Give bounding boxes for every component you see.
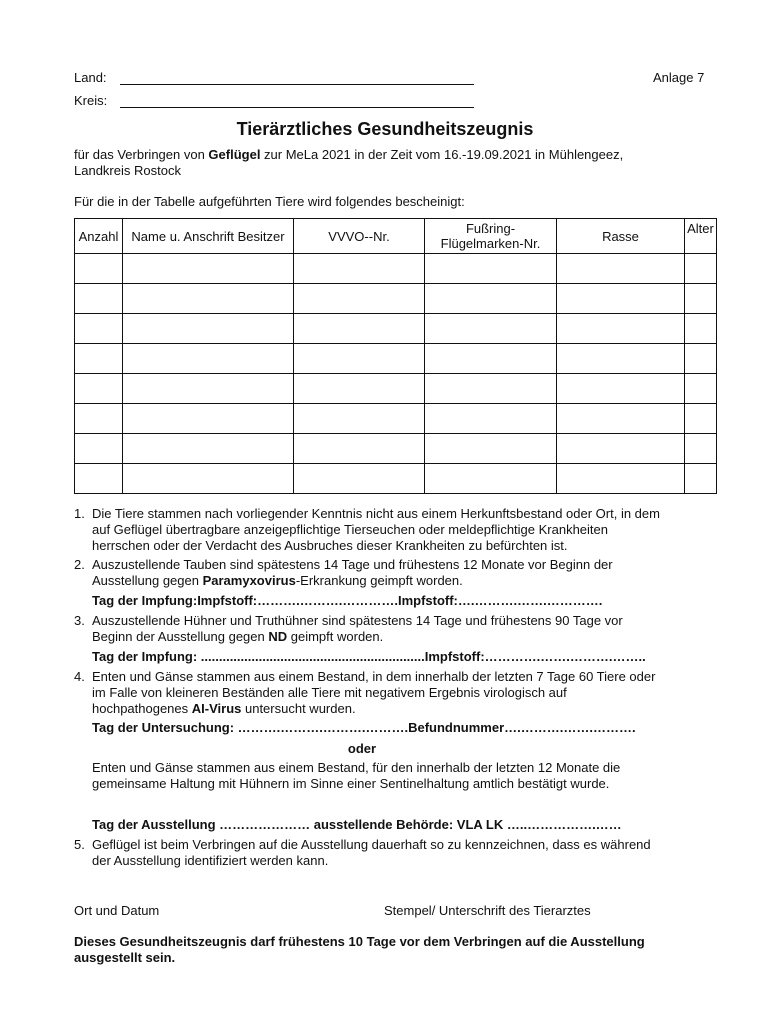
table-row <box>75 464 717 494</box>
item-2-line-2a: Ausstellung gegen <box>92 573 203 588</box>
table-cell[interactable] <box>557 434 685 464</box>
header-anzahl: Anzahl <box>75 219 123 254</box>
table-row <box>75 434 717 464</box>
item-4-line-6: gemeinsame Haltung mit Hühnern im Sinne einer Sentinelhaltung amtlich bestätigt wurde. <box>92 776 610 791</box>
table-cell[interactable] <box>557 464 685 494</box>
header-name-anschrift: Name u. Anschrift Besitzer <box>123 219 294 254</box>
table-body <box>75 254 717 494</box>
header-rasse: Rasse <box>557 219 685 254</box>
table-cell[interactable] <box>685 284 717 314</box>
table-cell[interactable] <box>294 344 425 374</box>
item-3-number: 3. <box>74 613 85 628</box>
table-cell[interactable] <box>123 404 294 434</box>
table-cell[interactable] <box>425 254 557 284</box>
table-cell[interactable] <box>685 374 717 404</box>
table-cell[interactable] <box>557 374 685 404</box>
item-3-line-1: Auszustellende Hühner und Truthühner sind spätestens 14 Tage und frühestens 90 Tage vor <box>92 613 623 628</box>
table-cell[interactable] <box>123 464 294 494</box>
item-5-number: 5. <box>74 837 85 852</box>
intro-bold: Geflügel <box>208 147 261 162</box>
table-row <box>75 374 717 404</box>
table-cell[interactable] <box>294 434 425 464</box>
table-cell[interactable] <box>425 284 557 314</box>
intro-line-2: Landkreis Rostock <box>74 163 181 178</box>
intro-line-1 <box>74 147 623 162</box>
item-1-line-1: Die Tiere stammen nach vorliegender Kenntnis nicht aus einem Herkunftsbestand oder Ort, in dem <box>92 506 660 521</box>
item-4-number: 4. <box>74 669 85 684</box>
item-2-impfung-field[interactable]: Tag der Impfung:Impfstoff:……….……….………….Impfstoff:….……….…….…………. <box>92 593 603 608</box>
item-2-line-2c: -Erkrankung geimpft worden. <box>295 573 463 588</box>
item-4-untersuchung-field[interactable]: Tag der Untersuchung: ……….……….……….……….Befundnummer….……….…….………. <box>92 720 636 735</box>
header-fussring-l1: Fußring- <box>465 221 516 236</box>
anlage-label: Anlage 7 <box>653 70 705 85</box>
item-3-line-2a: Beginn der Ausstellung gegen <box>92 629 269 644</box>
table-cell[interactable] <box>425 374 557 404</box>
animal-table <box>74 218 717 494</box>
header-vvvo: VVVO--Nr. <box>294 219 425 254</box>
item-3-line-2 <box>92 629 623 645</box>
land-label: Land: <box>74 70 107 85</box>
item-2-line-2 <box>92 573 613 589</box>
certify-line: Für die in der Tabelle aufgeführten Tiere wird folgendes bescheinigt: <box>74 194 465 209</box>
table-cell[interactable] <box>75 254 123 284</box>
table-cell[interactable] <box>425 344 557 374</box>
table-cell[interactable] <box>685 404 717 434</box>
item-1-number: 1. <box>74 506 85 521</box>
footer-line-2: ausgestellt sein. <box>74 950 176 965</box>
table-row <box>75 314 717 344</box>
table-cell[interactable] <box>294 404 425 434</box>
item-3-nd: ND <box>268 629 288 644</box>
item-4-ai-virus: AI-Virus <box>191 701 242 716</box>
header-fussring <box>425 219 557 254</box>
item-3-impfung-field[interactable]: Tag der Impfung: ..............................................................Impfstoff:………….…….……….…….. <box>92 649 646 664</box>
table-cell[interactable] <box>75 434 123 464</box>
table-cell[interactable] <box>685 254 717 284</box>
ort-datum-label: Ort und Datum <box>74 903 160 918</box>
item-2-text <box>92 557 613 589</box>
table-cell[interactable] <box>557 404 685 434</box>
item-4-text <box>92 669 655 717</box>
table-cell[interactable] <box>75 344 123 374</box>
table-cell[interactable] <box>75 374 123 404</box>
document-title: Tierärztliches Gesundheitszeugnis <box>236 119 534 139</box>
table-cell[interactable] <box>123 374 294 404</box>
table-cell[interactable] <box>685 434 717 464</box>
table-header-row <box>75 219 717 254</box>
item-2-paramyxovirus: Paramyxovirus <box>202 573 296 588</box>
item-4-line-3c: untersucht wurden. <box>241 701 356 716</box>
table-cell[interactable] <box>425 314 557 344</box>
table-cell[interactable] <box>294 374 425 404</box>
table-row <box>75 344 717 374</box>
table-cell[interactable] <box>75 464 123 494</box>
intro-suffix: zur MeLa 2021 in der Zeit vom 16.-19.09.2021 in Mühlengeez, <box>260 147 624 162</box>
table-cell[interactable] <box>294 314 425 344</box>
table-cell[interactable] <box>123 284 294 314</box>
item-1-text <box>92 506 660 554</box>
item-4-line-5: Enten und Gänse stammen aus einem Bestand, für den innerhalb der letzten 12 Monate die <box>92 760 621 775</box>
table-cell[interactable] <box>123 434 294 464</box>
item-4-line-3a: hochpathogenes <box>92 701 192 716</box>
table-cell[interactable] <box>685 314 717 344</box>
table-cell[interactable] <box>75 314 123 344</box>
table-cell[interactable] <box>557 284 685 314</box>
item-4-line-2: im Falle von kleineren Beständen alle Tiere mit negativem Ergebnis virologisch auf <box>92 685 567 700</box>
item-5-line-1: Geflügel ist beim Verbringen auf die Ausstellung dauerhaft so zu kennzeichnen, dass es während <box>92 837 651 852</box>
table-cell[interactable] <box>425 404 557 434</box>
item-5-text <box>92 837 651 869</box>
table-cell[interactable] <box>123 254 294 284</box>
table-cell[interactable] <box>294 254 425 284</box>
kreis-input-line[interactable] <box>120 107 474 108</box>
oder-label: oder <box>347 741 377 756</box>
item-2-number: 2. <box>74 557 85 572</box>
table-row <box>75 284 717 314</box>
table-cell[interactable] <box>123 314 294 344</box>
item-1-line-2: auf Geflügel übertragbare anzeigepflichtige Tierseuchen oder meldepflichtige Krankheiten <box>92 522 608 537</box>
footer-note <box>74 934 645 966</box>
item-2-line-1: Auszustellende Tauben sind spätestens 14 Tage und frühestens 12 Monate vor Beginn der <box>92 557 613 572</box>
ausstellung-field[interactable]: Tag der Ausstellung ………………… ausstellende Behörde: VLA LK …..…………….…… <box>92 817 622 832</box>
table-cell[interactable] <box>294 464 425 494</box>
item-3-line-2c: geimpft worden. <box>287 629 384 644</box>
item-4-alt-text <box>92 760 620 792</box>
table-cell[interactable] <box>75 404 123 434</box>
land-input-line[interactable] <box>120 84 474 85</box>
table-cell[interactable] <box>557 314 685 344</box>
item-4-line-1: Enten und Gänse stammen aus einem Bestand, in dem innerhalb der letzten 7 Tage 60 Tiere oder <box>92 669 656 684</box>
kreis-label: Kreis: <box>74 93 108 108</box>
table-row <box>75 404 717 434</box>
item-3-text <box>92 613 623 645</box>
item-1-line-3: herrschen oder der Verdacht des Ausbruches dieser Krankheiten zu befürchten ist. <box>92 538 568 553</box>
footer-line-1: Dieses Gesundheitszeugnis darf frühestens 10 Tage vor dem Verbringen auf die Ausstellung <box>74 934 645 949</box>
table-cell[interactable] <box>75 284 123 314</box>
header-fussring-l2: Flügelmarken-Nr. <box>440 236 541 251</box>
table-cell[interactable] <box>425 434 557 464</box>
table-row <box>75 254 717 284</box>
table-cell[interactable] <box>123 344 294 374</box>
table-cell[interactable] <box>557 254 685 284</box>
item-4-line-3 <box>92 701 655 717</box>
table-cell[interactable] <box>294 284 425 314</box>
table-cell[interactable] <box>685 344 717 374</box>
table-cell[interactable] <box>557 344 685 374</box>
table-cell[interactable] <box>425 464 557 494</box>
stempel-unterschrift-label: Stempel/ Unterschrift des Tierarztes <box>384 903 591 918</box>
table-cell[interactable] <box>685 464 717 494</box>
item-5-line-2: der Ausstellung identifiziert werden kann. <box>92 853 329 868</box>
intro-prefix: für das Verbringen von <box>74 147 209 162</box>
header-alter: Alter <box>685 219 717 254</box>
